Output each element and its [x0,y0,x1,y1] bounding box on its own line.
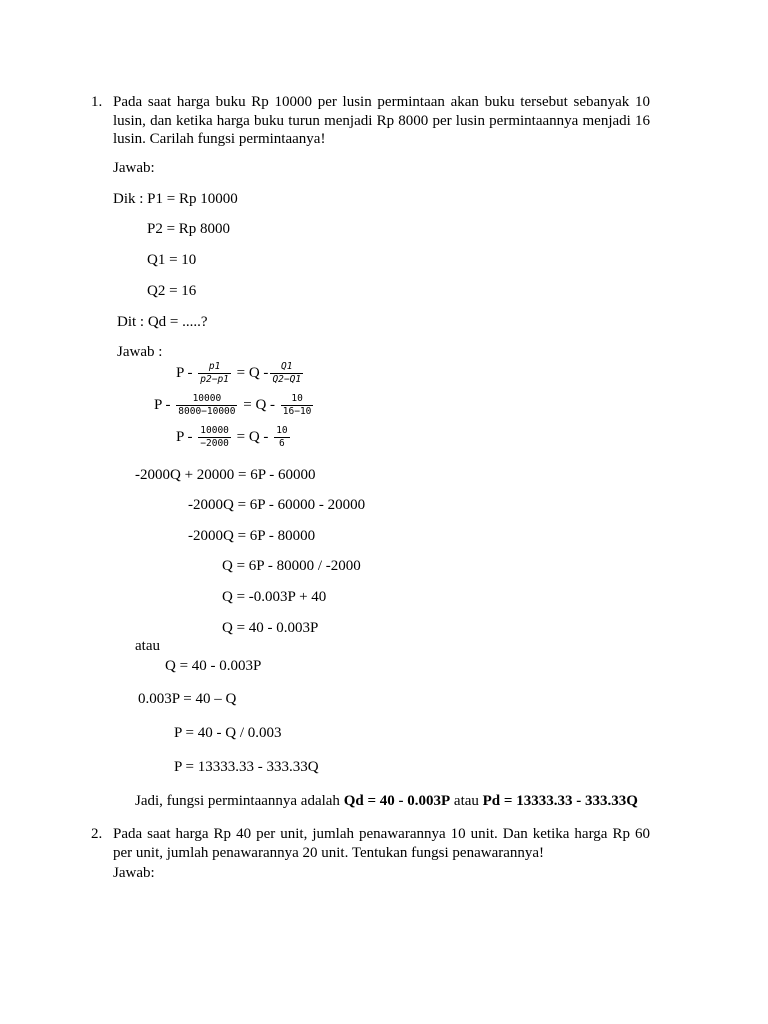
known-q2: Q2 = 16 [147,283,197,299]
formula-line-1 [176,361,305,386]
step-4: Q = 6P - 80000 / -2000 [222,558,361,574]
fraction-denominator: Q2−Q1 [272,374,302,385]
fraction [281,393,314,418]
formula-middle: = Q - [232,428,273,445]
known-p2: P2 = Rp 8000 [147,221,231,237]
step-5: Q = -0.003P + 40 [222,589,327,605]
answer-label-q2: Jawab: [113,865,155,881]
fraction-denominator: p2−p1 [200,374,229,385]
or-label: atau [135,638,160,654]
question-1-line: lusin. Carilah fungsi permintaanya! [113,131,326,147]
known-q1: Q1 = 10 [147,252,197,268]
fraction [198,425,231,450]
answer-label-2: Jawab : [117,344,163,360]
step-8: 0.003P = 40 – Q [138,691,237,707]
formula-line-2 [154,393,315,418]
question-1-line: lusin, dan ketika harga buku turun menjadi Rp 8000 per lusin permintaannya menjadi 16 [113,112,650,129]
step-2: -2000Q = 6P - 60000 - 20000 [188,497,366,513]
question-2-number: 2. [91,826,103,842]
fraction [176,393,237,418]
fraction-numerator: 10 [276,425,288,436]
fraction-numerator: Q1 [270,361,303,374]
question-1-number: 1. [91,94,103,110]
fraction-denominator: 6 [279,438,285,449]
conclusion [135,792,638,810]
formula-prefix: P - [154,396,175,413]
conclusion-demand-function: Qd = 40 - 0.003P [343,793,451,809]
formula-middle: = Q - [232,364,269,381]
fraction [270,361,303,386]
answer-label: Jawab: [113,160,155,176]
formula-middle: = Q - [239,396,279,413]
step-7: Q = 40 - 0.003P [165,658,262,674]
question-2-line: Pada saat harga Rp 40 per unit, jumlah penawarannya 10 unit. Dan ketika harga Rp 60 [113,826,650,842]
step-1: -2000Q + 20000 = 6P - 60000 [135,467,316,483]
asked: Dit : Qd = .....? [117,314,208,330]
fraction [274,425,289,450]
conclusion-text: Jadi, fungsi permintaannya adalah [135,793,344,809]
fraction-numerator: 10000 [200,425,229,436]
formula-prefix: P - [176,364,197,381]
step-10: P = 13333.33 - 333.33Q [174,759,319,775]
conclusion-or: atau [450,793,483,809]
question-2-line: per unit, jumlah penawarannya 20 unit. Tentukan fungsi penawarannya! [113,844,545,861]
fraction-denominator: 16−10 [282,406,312,417]
step-3: -2000Q = 6P - 80000 [188,528,316,544]
formula-prefix: P - [176,428,197,445]
fraction-numerator: p1 [198,361,231,374]
fraction-denominator: −2000 [200,438,229,449]
fraction-numerator: 10000 [176,393,237,406]
known-p1: Dik : P1 = Rp 10000 [113,191,238,207]
formula-line-3 [176,425,292,450]
fraction [198,361,231,386]
conclusion-price-function: Pd = 13333.33 - 333.33Q [482,793,638,809]
fraction-numerator: 10 [281,393,314,406]
question-1-text [113,93,650,149]
step-9: P = 40 - Q / 0.003 [174,725,282,741]
fraction-denominator: 8000−10000 [178,406,236,417]
question-2-text [113,825,650,862]
step-6: Q = 40 - 0.003P [222,620,319,636]
question-1-line: Pada saat harga buku Rp 10000 per lusin permintaan akan buku tersebut sebanyak 10 [113,94,650,110]
